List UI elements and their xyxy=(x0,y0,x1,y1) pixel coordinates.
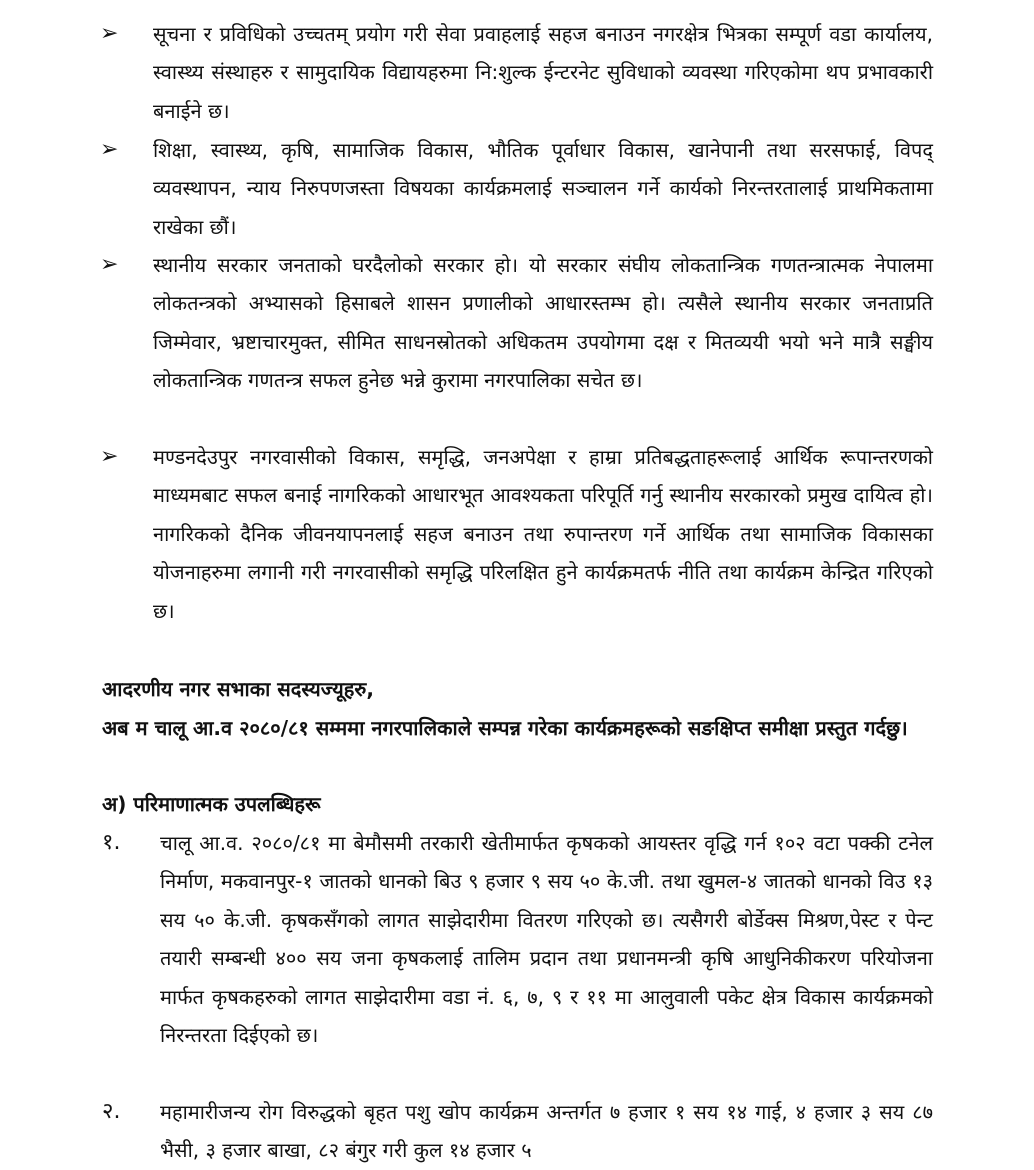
section-heading: अ) परिमाणात्मक उपलब्धिहरू xyxy=(102,792,321,816)
bullet-arrow-icon: ➢ xyxy=(100,252,119,277)
bullet-arrow-icon: ➢ xyxy=(100,137,119,162)
address-heading: आदरणीय नगर सभाका सदस्यज्यूहरु, xyxy=(102,677,374,701)
bullet-text: मण्डनदेउपुर नगरवासीको विकास, समृद्धि, जनअपेक्षा र हाम्रा प्रतिबद्धताहरूलाई आर्थिक रूपान्तरणको माध्यमबाट सफल बनाई नागरिकको आधारभूत आवश्यकता परिपूर्ति गर्नु स्थानीय सरकारको प्रमुख दायित्व हो। नागरिकको दैनिक जीवनयापनलाई सहज बनाउन तथा रुपान्तरण गर्ने आर्थिक तथा सामाजिक विकासका योजनाहरुमा लगानी गरी नगरवासीको समृद्धि परिलक्षित हुने कार्यक्रमतर्फ नीति तथा कार्यक्रम केन्द्रित गरिएको छ। xyxy=(153,445,933,623)
item-number: १. xyxy=(102,830,121,855)
bullet-arrow-icon: ➢ xyxy=(100,444,119,469)
bullet-text: शिक्षा, स्वास्थ्य, कृषि, सामाजिक विकास, भौतिक पूर्वाधार विकास, खानेपानी तथा सरसफाई, विपद् व्यवस्थापन, न्याय निरुपणजस्ता विषयका कार्यक्रमलाई सञ्चालन गर्ने कार्यको निरन्तरतालाई प्राथमिकतामा राखेका छौं। xyxy=(153,138,933,239)
bullet-text: सूचना र प्रविधिको उच्चतम् प्रयोग गरी सेवा प्रवाहलाई सहज बनाउन नगरक्षेत्र भित्रका सम्पूर्ण वडा कार्यालय, स्वास्थ्य संस्थाहरु र सामुदायिक विद्यायहरुमा नि:शुल्क ईन्टरनेट सुविधाको व्यवस्था गरिएकोमा थप प्रभावकारी बनाईने छ। xyxy=(153,22,933,123)
item-number: २. xyxy=(102,1099,121,1124)
intro-paragraph: अब म चालू आ.व २०८०/८१ सम्ममा नगरपालिकाले सम्पन्न गरेका कार्यक्रमहरूको सङक्षिप्त समीक्षा प्रस्तुत गर्दछु। xyxy=(102,716,908,740)
bullet-arrow-icon: ➢ xyxy=(100,21,119,46)
numbered-text: महामारीजन्य रोग विरुद्धको बृहत पशु खोप कार्यक्रम अन्तर्गत ७ हजार १ सय १४ गाई, ४ हजार ३ सय ८७ भैसी, ३ हजार बाखा, ८२ बंगुर गरी कुल १४ हजार ५ xyxy=(160,1100,934,1163)
bullet-text: स्थानीय सरकार जनताको घरदैलोको सरकार हो। यो सरकार संघीय लोकतान्त्रिक गणतन्त्रात्मक नेपालमा लोकतन्त्रको अभ्यासको हिसाबले शासन प्रणालीको आधारस्तम्भ हो। त्यसैले स्थानीय सरकार जनताप्रति जिम्मेवार, भ्रष्टाचारमुक्त, सीमित साधनस्रोतको अधिकतम उपयोगमा दक्ष र मितव्ययी भयो भने मात्रै सङ्घीय लोकतान्त्रिक गणतन्त्र सफल हुनेछ भन्ने कुरामा नगरपालिका सचेत छ। xyxy=(153,253,933,393)
numbered-text: चालू आ.व. २०८०/८१ मा बेमौसमी तरकारी खेतीमार्फत कृषकको आयस्तर वृद्धि गर्न १०२ वटा पक्की टनेल निर्माण, मकवानपुर-१ जातको धानको बिउ ९ हजार ९ सय ५० के.जी. तथा खुमल-४ जातको धानको विउ १३ सय ५० के.जी. कृषकसँगको लागत साझेदारीमा वितरण गरिएको छ। त्यसैगरी बोर्डेक्स मिश्रण,पेस्ट र पेन्ट तयारी सम्बन्धी ४०० सय जना कृषकलाई तालिम प्रदान तथा प्रधानमन्त्री कृषि आधुनिकीकरण परियोजना मार्फत कृषकहरुको लागत साझेदारीमा वडा नं. ६, ७, ९ र ११ मा आलुवाली पकेट क्षेत्र विकास कार्यक्रमको निरन्तरता दिईएको छ। xyxy=(160,831,933,1048)
